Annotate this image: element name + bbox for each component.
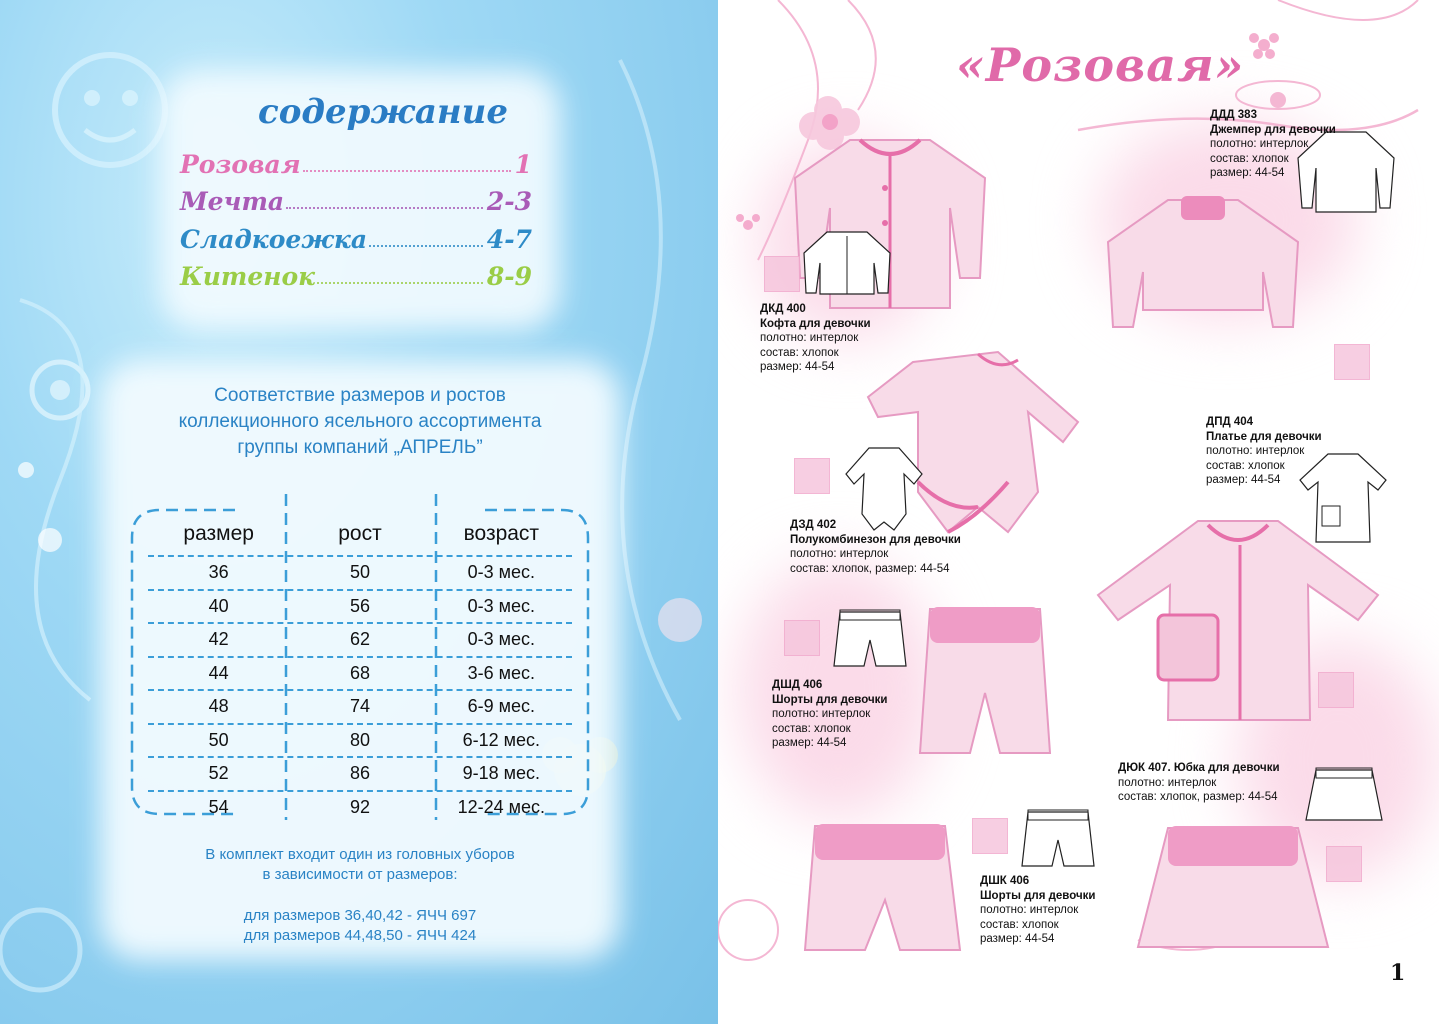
product-name: Платье для девочки bbox=[1206, 430, 1322, 443]
product-detail: полотно: интерлок bbox=[980, 904, 1079, 916]
toc-item-label: Розовая bbox=[180, 150, 301, 179]
toc-item-rozovaya[interactable] bbox=[180, 145, 532, 179]
cell-height: 56 bbox=[349, 595, 370, 616]
product-code: ДЗД 402 bbox=[790, 519, 837, 531]
right-page bbox=[718, 0, 1439, 1024]
product-detail: размер: 44-54 bbox=[772, 737, 847, 749]
product-detail: полотно: интерлок bbox=[790, 548, 889, 560]
cell-age: 3-6 мес. bbox=[467, 662, 536, 683]
product-dshk406 bbox=[980, 874, 1095, 947]
product-detail: состав: хлопок, размер: 44-54 bbox=[790, 562, 950, 575]
toc-dots bbox=[369, 245, 483, 247]
product-name: Шорты для девочки bbox=[772, 693, 888, 706]
cell-size: 54 bbox=[208, 796, 229, 817]
fabric-swatch bbox=[794, 458, 830, 494]
product-name: Кофта для девочки bbox=[760, 317, 871, 330]
headwear-note bbox=[130, 845, 590, 885]
product-detail: полотно: интерлок bbox=[1118, 776, 1217, 789]
product-ddd383 bbox=[1210, 108, 1336, 181]
product-detail: состав: хлопок bbox=[760, 346, 839, 359]
product-detail: полотно: интерлок bbox=[1210, 138, 1309, 150]
product-dpd404 bbox=[1206, 415, 1322, 488]
product-detail: состав: хлопок bbox=[772, 722, 851, 735]
fabric-swatch bbox=[1326, 846, 1362, 882]
product-name: Джемпер для девочки bbox=[1210, 123, 1336, 136]
column-header-size: размер bbox=[183, 522, 254, 545]
product-code: ДПД 404 bbox=[1206, 416, 1254, 428]
cell-size: 50 bbox=[208, 729, 229, 750]
column-header-height: рост bbox=[338, 522, 382, 545]
collection-title: «Розовая» bbox=[956, 38, 1245, 92]
size-heading-line: коллекционного ясельного ассортимента bbox=[178, 411, 542, 432]
headwear-sizes-note bbox=[130, 906, 590, 946]
toc-item-kitenok[interactable] bbox=[180, 257, 532, 291]
cell-size: 36 bbox=[208, 562, 229, 582]
cell-size: 48 bbox=[208, 696, 229, 716]
fabric-swatch bbox=[784, 620, 820, 656]
left-page bbox=[0, 0, 718, 1024]
product-code: ДЮК 407. Юбка для девочки bbox=[1118, 762, 1280, 774]
toc-item-mechta[interactable] bbox=[180, 182, 532, 216]
toc-title: содержание bbox=[258, 92, 508, 132]
note-line: В комплект входит один из головных уборов bbox=[205, 846, 515, 863]
product-dkd400 bbox=[760, 302, 871, 375]
table-header bbox=[148, 517, 572, 557]
table-row bbox=[148, 758, 572, 792]
product-code: ДШД 406 bbox=[772, 679, 823, 691]
size-table bbox=[148, 517, 572, 823]
product-detail: размер: 44-54 bbox=[760, 361, 835, 373]
product-detail: состав: хлопок bbox=[980, 918, 1059, 931]
toc-dots bbox=[286, 207, 483, 209]
cell-age: 0-3 мес. bbox=[467, 629, 536, 649]
fabric-swatch bbox=[1318, 672, 1354, 708]
fabric-swatch bbox=[764, 256, 800, 292]
product-detail: полотно: интерлок bbox=[772, 708, 871, 720]
cell-height: 80 bbox=[349, 729, 370, 750]
size-heading-line: группы компаний „АПРЕЛЬ” bbox=[237, 437, 483, 458]
toc-item-page: 1 bbox=[514, 150, 532, 179]
table-row bbox=[148, 591, 572, 625]
product-detail: размер: 44-54 bbox=[1210, 167, 1285, 179]
product-detail: размер: 44-54 bbox=[980, 933, 1055, 945]
cell-age: 9-18 мес. bbox=[462, 763, 541, 783]
shorts-sketch-2 bbox=[1018, 806, 1098, 871]
product-code: ДКД 400 bbox=[760, 303, 806, 315]
table-row bbox=[148, 557, 572, 591]
toc-item-label: Китенок bbox=[180, 262, 316, 291]
product-dzd402 bbox=[790, 518, 961, 576]
note-line: в зависимости от размеров: bbox=[262, 866, 458, 883]
cell-age: 12-24 мес. bbox=[457, 796, 546, 817]
table-row bbox=[148, 691, 572, 725]
table-row bbox=[148, 725, 572, 759]
cell-height: 86 bbox=[349, 763, 370, 783]
product-name: Полукомбинезон для девочки bbox=[790, 533, 961, 546]
product-dshd406 bbox=[772, 678, 887, 751]
toc-dots bbox=[303, 170, 511, 172]
column-header-age: возраст bbox=[463, 522, 540, 545]
toc-item-page: 8-9 bbox=[486, 262, 532, 291]
fabric-swatch bbox=[972, 818, 1008, 854]
shorts-sketch bbox=[830, 606, 910, 671]
product-code: ДШК 406 bbox=[980, 875, 1030, 887]
shorts-image-2 bbox=[790, 820, 970, 970]
product-detail: состав: хлопок bbox=[1206, 459, 1285, 472]
cell-height: 74 bbox=[349, 696, 370, 716]
jumper-image bbox=[1103, 192, 1303, 332]
product-detail: полотно: интерлок bbox=[1206, 445, 1305, 457]
product-detail: полотно: интерлок bbox=[760, 332, 859, 344]
shorts-image bbox=[890, 603, 1070, 763]
table-row bbox=[148, 658, 572, 692]
toc-item-page: 2-3 bbox=[486, 187, 532, 216]
size-heading bbox=[130, 383, 590, 461]
cardigan-sketch bbox=[802, 228, 892, 298]
cell-age: 0-3 мес. bbox=[467, 562, 536, 582]
toc-item-label: Мечта bbox=[180, 187, 285, 216]
product-detail: состав: хлопок bbox=[1210, 152, 1289, 165]
size-heading-line: Соответствие размеров и ростов bbox=[214, 385, 506, 406]
skirt-sketch bbox=[1304, 764, 1384, 824]
cell-age: 0-3 мес. bbox=[467, 595, 536, 616]
skirt-image bbox=[1133, 822, 1333, 962]
toc-item-page: 4-7 bbox=[486, 225, 532, 254]
cell-height: 62 bbox=[349, 629, 370, 649]
cell-size: 40 bbox=[208, 595, 229, 616]
cell-age: 6-12 мес. bbox=[462, 729, 541, 750]
toc-item-label: Сладкоежка bbox=[180, 225, 368, 254]
fabric-swatch bbox=[1334, 344, 1370, 380]
cell-height: 92 bbox=[349, 796, 370, 817]
cell-size: 52 bbox=[208, 763, 229, 783]
cell-height: 68 bbox=[349, 662, 370, 683]
product-dyuk407 bbox=[1118, 761, 1280, 805]
toc-dots bbox=[317, 282, 483, 284]
product-detail: размер: 44-54 bbox=[1206, 474, 1281, 486]
product-code: ДДД 383 bbox=[1210, 109, 1257, 121]
table-row bbox=[148, 792, 572, 824]
cell-size: 44 bbox=[208, 662, 229, 683]
product-name: Шорты для девочки bbox=[980, 889, 1096, 902]
page-number: 1 bbox=[1390, 960, 1406, 986]
cell-height: 50 bbox=[349, 562, 370, 582]
table-row bbox=[148, 624, 572, 658]
note-line: для размеров 44,48,50 - ЯЧЧ 424 bbox=[243, 927, 477, 944]
cell-age: 6-9 мес. bbox=[467, 696, 536, 716]
product-detail: состав: хлопок, размер: 44-54 bbox=[1118, 791, 1278, 803]
cell-size: 42 bbox=[208, 629, 229, 649]
note-line: для размеров 36,40,42 - ЯЧЧ 697 bbox=[243, 907, 477, 924]
toc-item-sladkoezhka[interactable] bbox=[180, 220, 532, 254]
